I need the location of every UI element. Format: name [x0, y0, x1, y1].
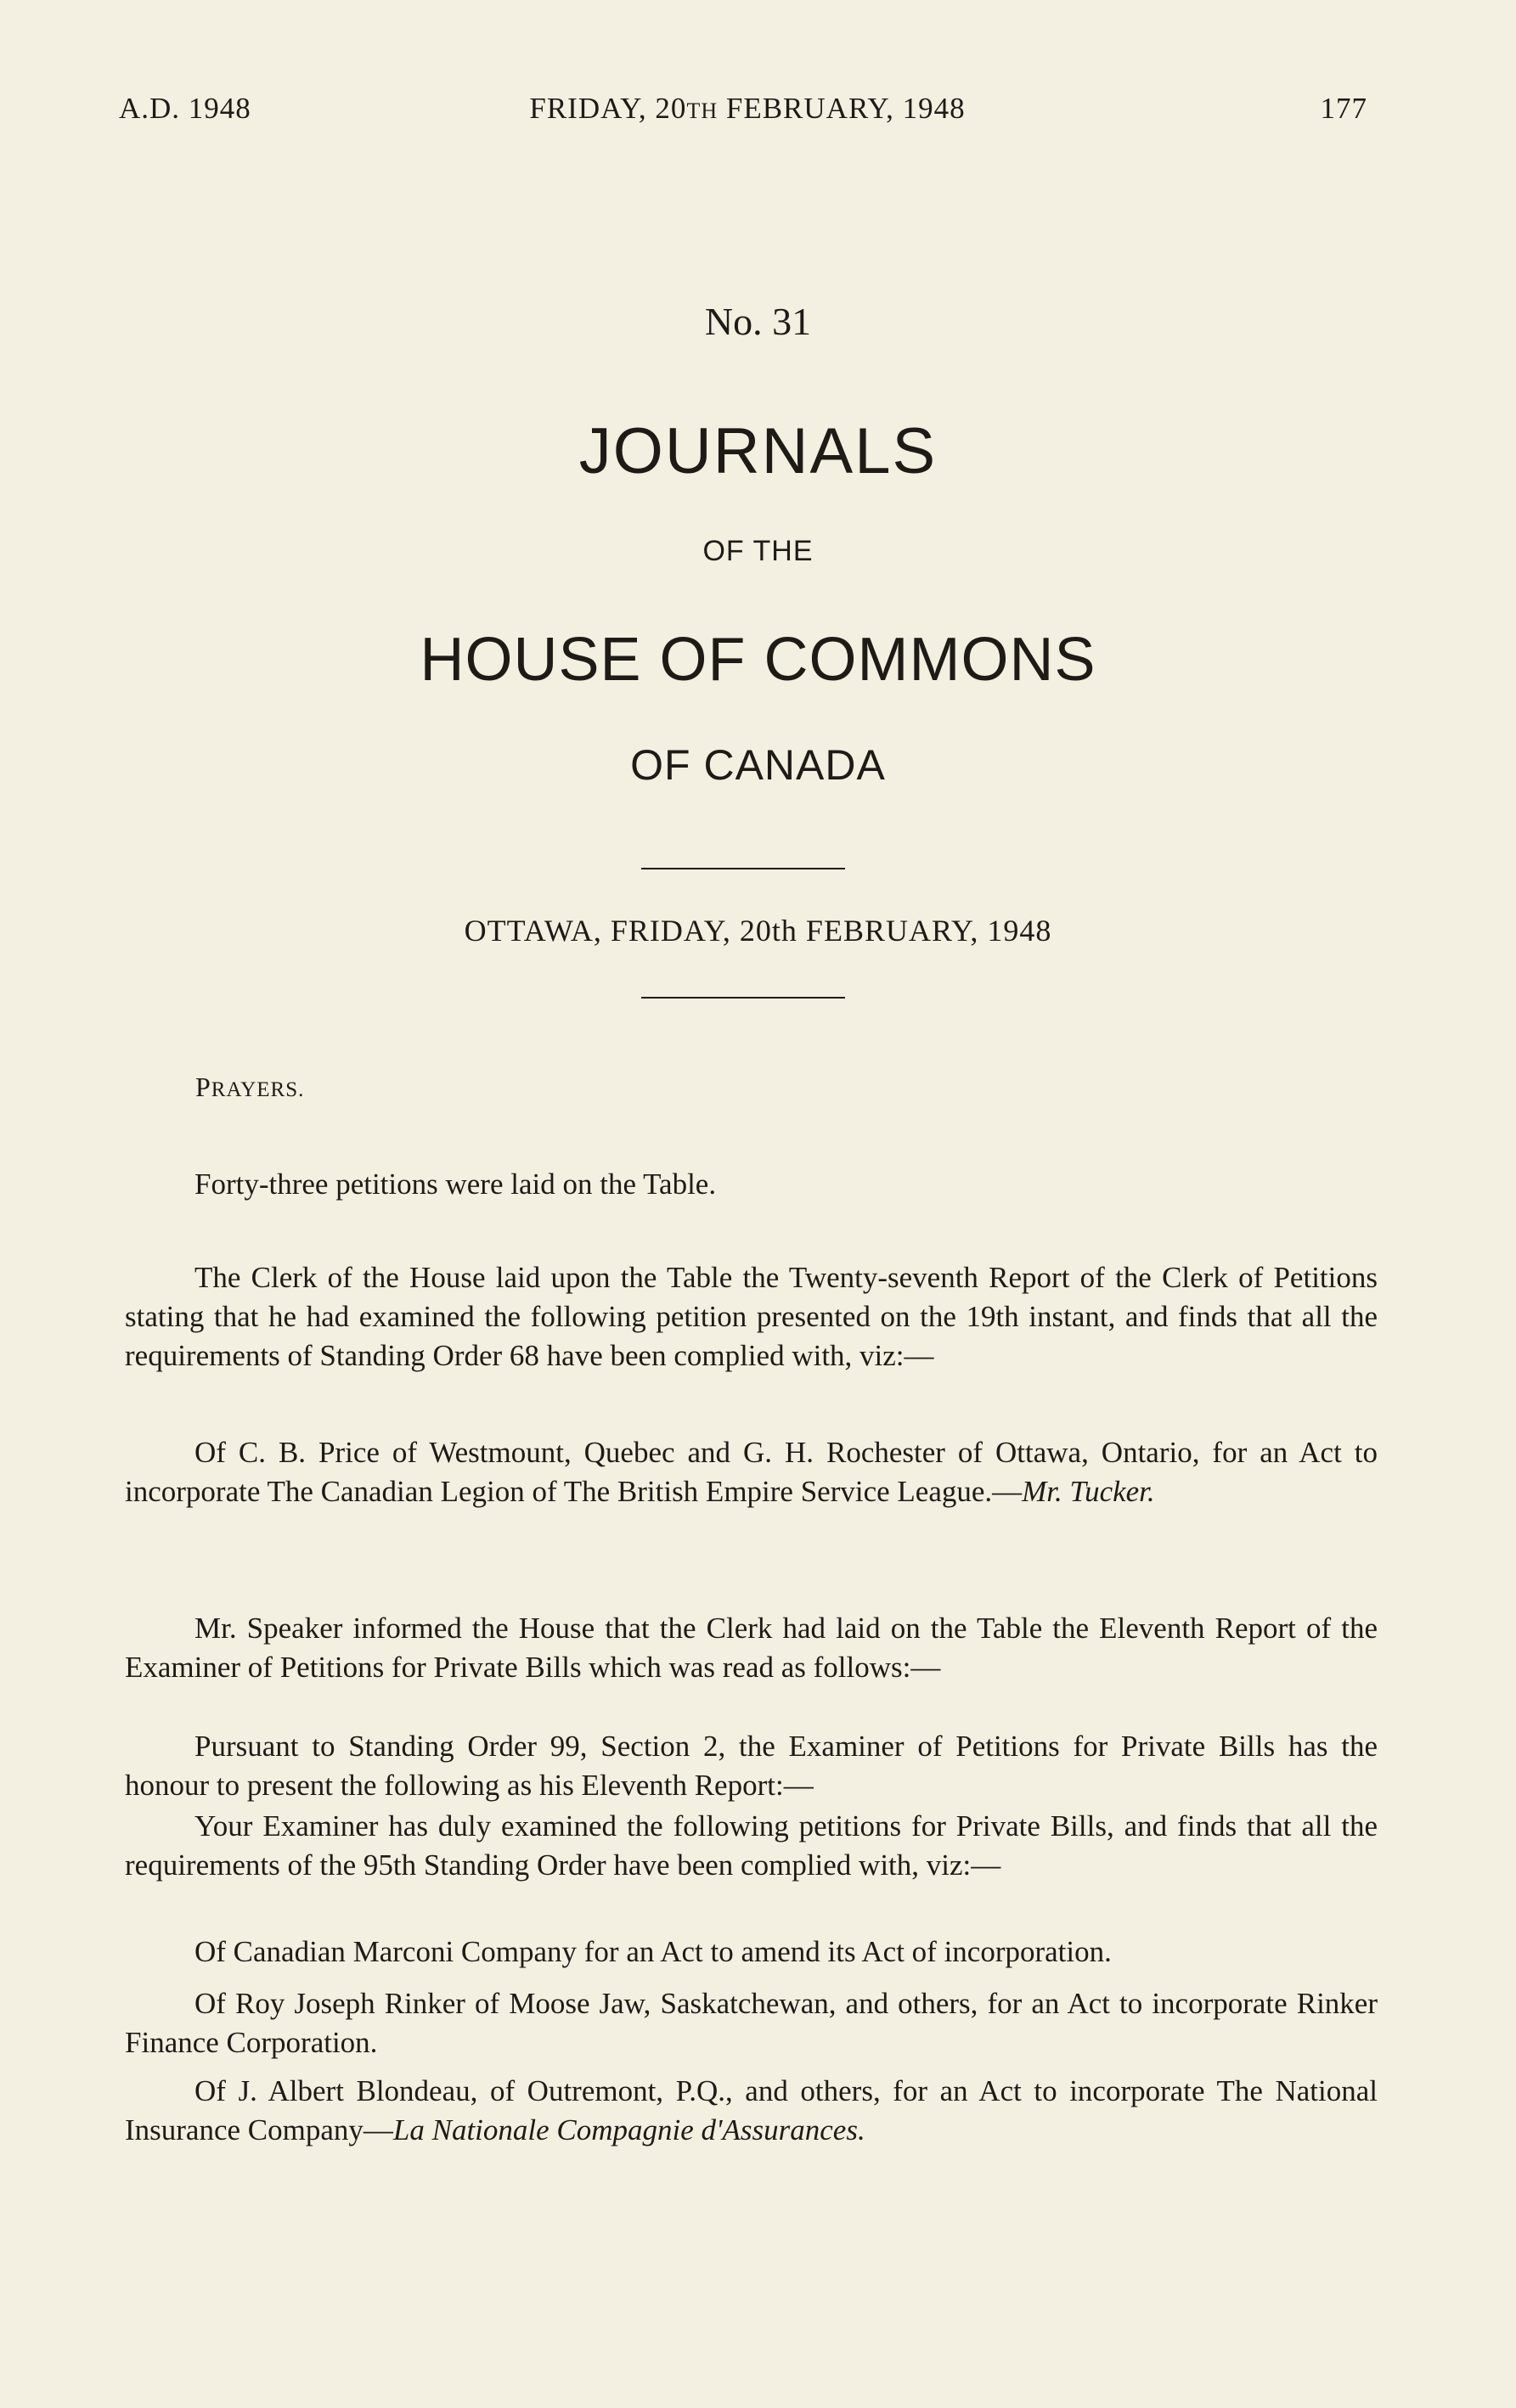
divider-rule [641, 997, 845, 999]
page-number: 177 [1320, 92, 1367, 125]
of-the-subtitle: OF THE [702, 535, 814, 567]
issue-number: No. 31 [704, 300, 812, 343]
member-name: Mr. Tucker. [1022, 1475, 1155, 1508]
paragraph-marconi: Of Canadian Marconi Company for an Act to amend its Act of incorporation. [194, 1935, 1112, 1968]
paragraph-rinker: Of Roy Joseph Rinker of Moose Jaw, Saskatchewan, and others, for an Act to incorporate Rinker Finance Corporation. [125, 1987, 1378, 2059]
header-date: FRIDAY, 20TH FEBRUARY, 1948 [529, 92, 966, 125]
running-header [119, 92, 1376, 134]
paragraph-examiner: Your Examiner has duly examined the following petitions for Private Bills, and finds that all the requirements of the 95th Standing Order have been complied with, viz:— [125, 1809, 1378, 1882]
header-year: A.D. 1948 [119, 92, 251, 125]
of-canada-subtitle: OF CANADA [630, 741, 886, 789]
journals-title: JOURNALS [578, 415, 938, 487]
paragraph-blondeau: Of J. Albert Blondeau, of Outremont, P.Q., and others, for an Act to incorporate The National Insurance Company—La Nationale Compagnie d'Assurances. [125, 2074, 1378, 2146]
prayers-heading: PRAYERS. [195, 1072, 305, 1102]
divider-rule [641, 868, 845, 869]
french-company-name: La Nationale Compagnie d'Assurances. [392, 2113, 865, 2146]
paragraph-speaker-informed: Mr. Speaker informed the House that the Clerk had laid on the Table the Eleventh Report of the Examiner of Petitions for Private Bills which was read as follows:— [125, 1612, 1378, 1684]
paragraph-petitions-laid: Forty-three petitions were laid on the Table. [194, 1167, 717, 1201]
house-of-commons-title: HOUSE OF COMMONS [420, 626, 1096, 694]
paragraph-pursuant: Pursuant to Standing Order 99, Section 2, the Examiner of Petitions for Private Bills has the honour to present the following as his Eleventh Report:— [125, 1730, 1378, 1802]
paragraph-clerk-report: The Clerk of the House laid upon the Table the Twenty-seventh Report of the Clerk of Petitions stating that he had examined the following petition presented on the 19th instant, and finds that all the requirements of Standing Order 68 have been complied with, viz:— [125, 1261, 1378, 1372]
paragraph-price-petition: Of C. B. Price of Westmount, Quebec and G. H. Rochester of Ottawa, Ontario, for an Act to incorporate The Canadian Legion of The British Empire Service League.—Mr. Tucker. [125, 1436, 1378, 1508]
dateline: OTTAWA, FRIDAY, 20th FEBRUARY, 1948 [464, 914, 1052, 948]
